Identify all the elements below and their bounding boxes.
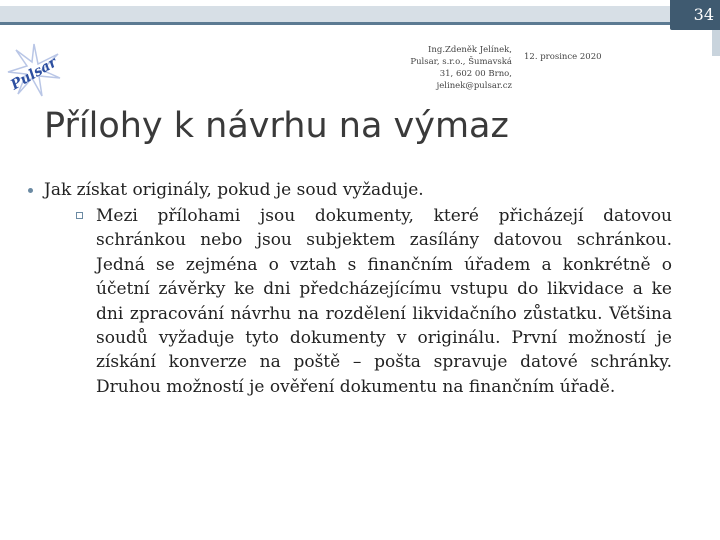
pulsar-logo	[6, 42, 62, 98]
author-line: 31, 602 00 Brno,	[439, 69, 512, 79]
slide-content	[28, 178, 678, 399]
author-line: Ing.Zdeněk Jelínek,	[428, 45, 512, 55]
top-bar	[0, 0, 720, 24]
pulsar-logo-icon	[6, 42, 62, 98]
slide-number-tab	[670, 0, 720, 30]
author-line: jelinek@pulsar.cz	[436, 81, 512, 91]
right-stripe	[712, 30, 720, 56]
author-info	[410, 44, 512, 92]
logo-text: Pulsar	[8, 54, 60, 94]
bullet-level-2	[28, 204, 672, 399]
slide-number: 34	[693, 5, 714, 24]
square-bullet-icon	[76, 212, 83, 219]
slide-title: Přílohy k návrhu na výmaz	[44, 106, 509, 146]
bullet-level-1	[28, 178, 678, 202]
author-line: Pulsar, s.r.o., Šumavská	[410, 57, 512, 67]
presentation-date: 12. prosince 2020	[524, 52, 602, 62]
top-accent-line	[0, 22, 720, 25]
bullet-text: Mezi přílohami jsou dokumenty, které přicházejí datovou schránkou nebo jsou subjektem zasílány datovou schránkou. Jedná se zejména o vztah s finančním úřadem a konkrétně o účetní závěrky ke dni předcházejícímu vstupu do likvidace a ke dni zpracování návrhu na rozdělení likvidačního zůstatku. Většina soudů vyžaduje tyto dokumenty v originálu. První možností je získání konverze na poště – pošta spravuje datové schránky. Druhou možností je ověření dokumentu na finančním úřadě.	[96, 206, 672, 397]
round-bullet-icon	[28, 188, 33, 193]
bullet-text: Jak získat originály, pokud je soud vyžaduje.	[44, 180, 424, 200]
